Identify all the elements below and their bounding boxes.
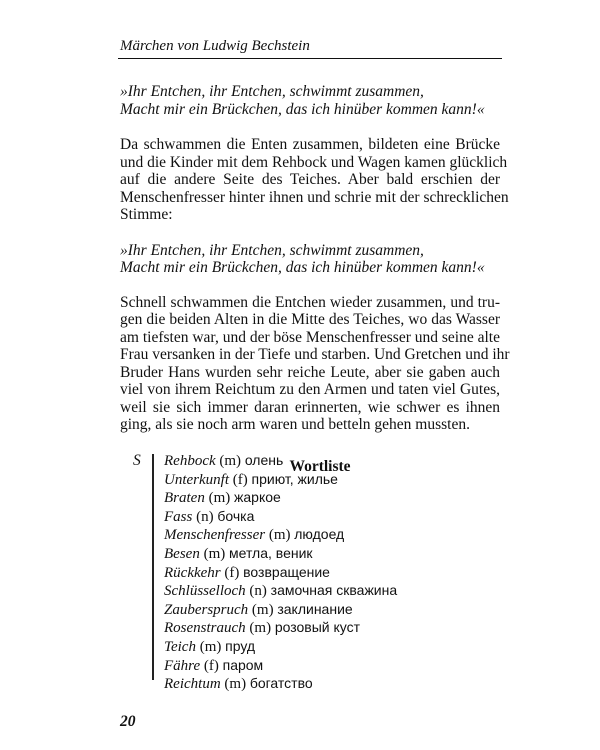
word-translation: жаркое [234, 489, 281, 506]
word-term: Rosenstrauch [164, 620, 246, 637]
margin-bracket [152, 454, 154, 680]
verse-line: Macht mir ein Brückchen, das ich hinüber kommen kann!« [120, 259, 485, 276]
word-translation: возвращение [243, 563, 330, 580]
word-gender: (m) [249, 620, 272, 637]
word-term: Zauberspruch [164, 601, 249, 618]
word-term: Rehbock [164, 453, 216, 469]
word-entry [164, 471, 480, 490]
text-line: am tiefsten war, und der böse Menschenfresser und seine alte [120, 328, 500, 346]
page-number: 20 [120, 713, 136, 730]
word-list [133, 452, 480, 694]
word-term: Teich [164, 638, 196, 655]
word-entry [164, 601, 480, 620]
verse-1 [120, 83, 500, 118]
word-term: Reichtum [164, 676, 221, 693]
word-translation: заклинание [277, 600, 353, 617]
word-translation: розовый куст [274, 619, 361, 636]
text-line: Da schwammen die Enten zusammen, bildeten eine Brücke [120, 136, 500, 153]
word-term: Rückkehr [164, 564, 221, 581]
word-gender: (n) [196, 508, 214, 525]
text-line: Bruder Hans wurden sehr reiche Leute, aber sie gaben auch [120, 363, 500, 381]
word-entry [164, 657, 480, 676]
word-term: Besen [164, 545, 200, 562]
word-term: Schlüsselloch [164, 583, 246, 600]
paragraph-1 [120, 136, 509, 224]
word-gender: (m) [224, 676, 247, 693]
section-marker: S [133, 452, 141, 469]
running-head: Märchen von Ludwig Bechstein [120, 38, 310, 54]
text-line: viel von ihrem Reichtum zu den Armen und taten viel Gutes, [120, 381, 500, 398]
word-gender: (n) [249, 583, 267, 600]
text-line: Frau versanken in der Tiefe und starben. Und Gretchen und ihr [120, 346, 510, 363]
text-line: Schnell schwammen die Entchen wieder zusammen, und tru- [120, 293, 500, 311]
word-list-items [140, 452, 480, 694]
verse-line: »Ihr Entchen, ihr Entchen, schwimmt zusammen, [120, 83, 424, 100]
word-entry [164, 489, 480, 508]
word-entry [164, 619, 480, 638]
word-entry [164, 452, 480, 471]
word-gender: (m) [268, 527, 291, 544]
text-line: gen die beiden Alten in die Mitte des Teiches, wo das Wasser [120, 311, 500, 328]
word-entry [164, 675, 480, 694]
word-gender: (m) [203, 545, 226, 562]
word-translation: приют, жилье [251, 470, 338, 487]
word-translation: олень [244, 452, 284, 468]
text-line: weil sie sich immer daran erinnerten, wie schwer es ihnen [120, 398, 500, 416]
paragraph-2 [120, 293, 510, 434]
word-entry [164, 582, 480, 601]
verse-line: Macht mir ein Brückchen, das ich hinüber kommen kann!« [120, 100, 485, 118]
word-entry [164, 508, 480, 527]
word-entry [164, 545, 480, 564]
word-gender: (m) [251, 601, 274, 618]
word-entry [164, 564, 480, 583]
word-entry [164, 526, 480, 545]
text-line: Menschenfresser hinter ihnen und schrie mit der schrecklichen [120, 188, 509, 206]
text-line: ging, als sie noch arm waren und betteln gehen mussten. [120, 416, 470, 433]
word-translation: замочная скважина [270, 582, 398, 599]
text-line: auf die andere Seite des Teiches. Aber bald erschien der [120, 171, 500, 188]
word-gender: (m) [208, 490, 231, 507]
word-term: Fähre [164, 657, 201, 674]
word-term: Unterkunft [164, 471, 229, 488]
word-translation: паром [222, 656, 264, 673]
word-gender: (f) [232, 471, 248, 488]
word-translation: людоед [294, 526, 345, 543]
header-rule [118, 58, 502, 59]
word-translation: богатство [249, 675, 313, 692]
word-term: Menschenfresser [164, 527, 266, 544]
wortliste-heading: Wortliste [289, 457, 351, 475]
word-gender: (m) [219, 453, 242, 469]
verse-line: »Ihr Entchen, ihr Entchen, schwimmt zusammen, [120, 241, 424, 259]
word-term: Braten [164, 490, 205, 507]
word-gender: (f) [203, 657, 219, 674]
main-text [120, 66, 510, 475]
word-term: Fass [164, 508, 193, 525]
word-translation: метла, веник [229, 544, 313, 561]
text-line: und die Kinder mit dem Rehbock und Wagen kamen glücklich [120, 153, 508, 171]
word-translation: пруд [225, 637, 256, 654]
word-gender: (f) [224, 564, 240, 581]
word-gender: (m) [199, 638, 222, 655]
text-line: Stimme: [120, 206, 173, 223]
word-entry [164, 638, 480, 657]
verse-2 [120, 242, 500, 277]
word-translation: бочка [217, 507, 255, 524]
